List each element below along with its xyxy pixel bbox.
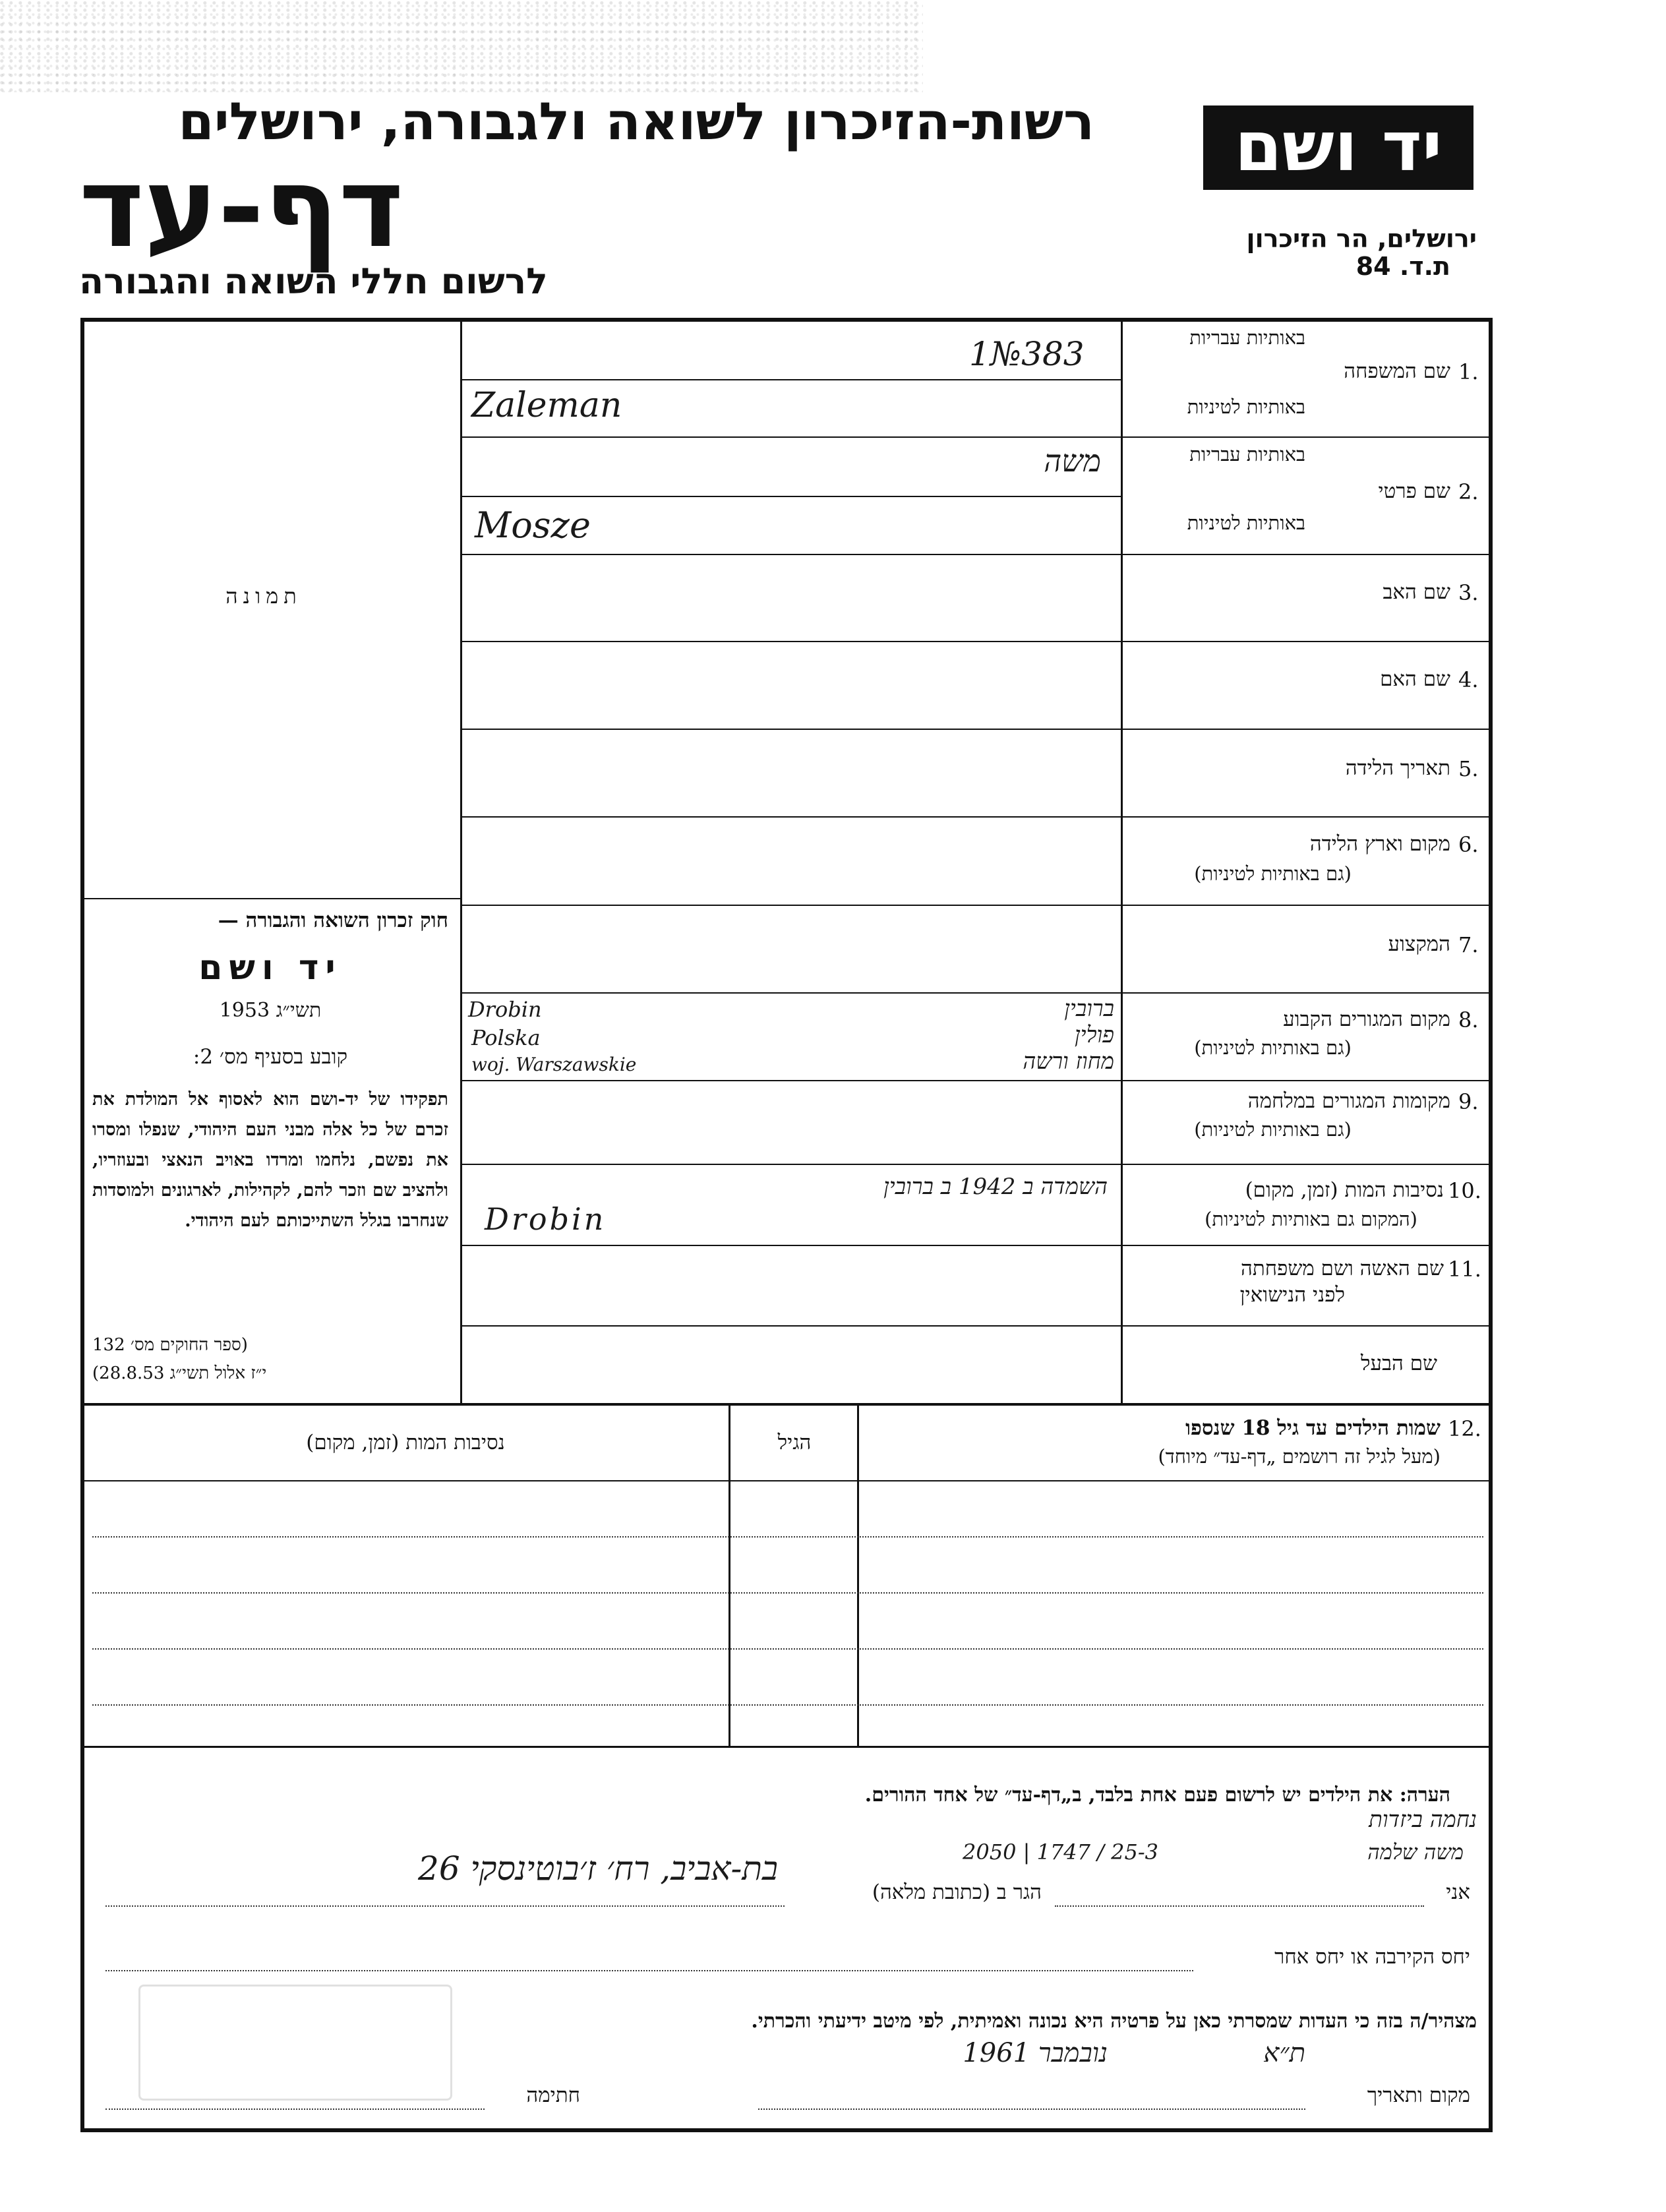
handwritten-place: ת״א [1263, 2038, 1305, 2068]
witness-address: בת-אביב, רח׳ ז׳בוטינסקי 26 [418, 1849, 778, 1888]
field-11-number: 11. [1448, 1257, 1481, 1282]
row-line [460, 496, 1123, 497]
row-line [460, 1080, 1491, 1081]
field-5-label: תאריך הלידה [1345, 756, 1450, 780]
residence-latin-1: Drobin [468, 997, 542, 1022]
children-header-line [80, 1480, 1493, 1481]
row-line [460, 554, 1491, 555]
address-line [105, 1905, 785, 1907]
law-text: תפקידו של יד-ושם הוא לאסוף אל המולדת את זכרם של כל אלה מבני העם היהודי, שנפלו ומסרו את נפשם, נלחמו ומרדו באויב הנאצי ובעוזריו, ולהציב שם וזכר להם, לקהילות, לארגונים ולמוסדות שנחרבו בגלל השתייכותם לעם היהודי. [92, 1089, 448, 1231]
row-line [460, 379, 1123, 380]
photo-label: תמונה [225, 583, 302, 609]
law-title: חוק זכרון השואה והגבורה — [218, 909, 448, 932]
frame-right [1489, 318, 1493, 2132]
row-line [460, 992, 1491, 994]
death-place-latin: Drobin [485, 1201, 607, 1237]
law-reference-1: (ספר החוקים מס׳ 132 [92, 1335, 248, 1355]
residence-latin-3: woj. Warszawskie [471, 1054, 637, 1075]
given-name-latin: Mosze [475, 504, 591, 546]
form-subtitle: לרשום חללי השואה והגבורה [79, 260, 548, 302]
field-8-number: 8. [1458, 1007, 1479, 1032]
field-3-number: 3. [1458, 580, 1479, 605]
field-4-number: 4. [1458, 667, 1479, 692]
field-7-label: המקצוע [1388, 932, 1450, 956]
signature-label: חתימה [526, 2083, 580, 2107]
field-5-number: 5. [1458, 756, 1479, 781]
place-date-label: מקום ותאריך [1367, 2083, 1470, 2107]
given-name-hebrew: משה [1044, 443, 1101, 479]
husband-label: שם הבעל [1361, 1352, 1437, 1375]
row-line [460, 436, 1491, 438]
frame-top [80, 318, 1493, 322]
field-10-label: נסיבות המות (זמן, מקום) [1245, 1178, 1444, 1202]
field-7-number: 7. [1458, 932, 1479, 957]
row-line [460, 641, 1491, 642]
field-9-number: 9. [1458, 1089, 1479, 1114]
place-date-line [758, 2108, 1305, 2110]
law-clause: קובע בסעיף מס׳ 2: [193, 1045, 348, 1069]
field-1-number: 1. [1458, 359, 1479, 384]
label-column-divider [1121, 318, 1123, 1406]
yad-vashem-logo: יד ושם [1203, 105, 1473, 190]
field-2-number: 2. [1458, 479, 1479, 504]
death-circumstances-hebrew: השמדה ב 1942 ב ברובין [883, 1174, 1108, 1200]
row-line [460, 816, 1491, 818]
law-reference-2: י״ז אלול תשי״ג 28.8.53) [92, 1363, 267, 1383]
children-col-death: נסיבות המות (זמן, מקום) [306, 1431, 505, 1454]
faded-stamp [138, 1985, 452, 2101]
row-line [460, 1325, 1491, 1327]
field-1-hebrew-sub: באותיות עבריות [1189, 326, 1305, 349]
witness-numbers: 2050 | 1747 / 25-3 [963, 1839, 1159, 1865]
field-2-label: שם פרטי [1378, 479, 1450, 503]
children-number: 12. [1448, 1416, 1481, 1441]
authority-line: רשות-הזיכרון לשואה ולגבורה, ירושלים [178, 92, 1094, 152]
children-col-age: הגיל [777, 1431, 812, 1454]
field-11-label: שם האשה ושם משפחתה [1241, 1257, 1444, 1280]
photo-column-divider [460, 318, 462, 1406]
residence-hebrew-2: פולין [1075, 1022, 1114, 1048]
witness-name-line [1055, 1905, 1424, 1907]
field-3-label: שם האב [1383, 580, 1450, 604]
field-1-latin-sub: באותיות לטיניות [1187, 396, 1305, 418]
field-11-label-2: לפני הנישואין [1239, 1283, 1345, 1307]
field-6-number: 6. [1458, 832, 1479, 857]
row-line [460, 1164, 1491, 1165]
signature-line [105, 2108, 485, 2110]
children-row-line [92, 1704, 1483, 1706]
row-line [460, 1245, 1491, 1246]
field-10-number: 10. [1448, 1178, 1481, 1203]
handwritten-date: נובמבר 1961 [963, 2038, 1108, 2068]
field-9-label: מקומות המגורים במלחמה [1247, 1089, 1450, 1113]
field-4-label: שם האם [1380, 667, 1450, 691]
form-title: דף-עד [79, 143, 404, 272]
witness-prefix: אני [1446, 1880, 1470, 1904]
frame-bottom [80, 2128, 1493, 2132]
witness-extra: נחמה ביזדות [1369, 1807, 1477, 1833]
record-number: 1№383 [969, 335, 1085, 373]
row-line [460, 905, 1491, 906]
law-year: תשי״ג 1953 [219, 999, 322, 1022]
remark: הערה: את הילדים יש לרשום פעם אחת בלבד, ב„דף-עד״ של אחד ההורים. [864, 1783, 1450, 1807]
field-1-label: שם המשפחה [1344, 359, 1450, 383]
children-row-line [92, 1536, 1483, 1538]
field-2-hebrew-sub: באותיות עבריות [1189, 443, 1305, 465]
field-8-sub: (גם באותיות לטיניות) [1194, 1036, 1352, 1059]
residence-hebrew-1: ברובין [1064, 996, 1114, 1022]
relation-label: יחס הקירבה או יחס אחר [1274, 1945, 1470, 1969]
field-6-sub: (גם באותיות לטיניות) [1194, 862, 1352, 885]
address-line-1: ירושלים, הר הזיכרון [1246, 224, 1477, 253]
address-line-2: ת.ד. 84 [1355, 252, 1450, 281]
witness-name: משה שלמה [1367, 1839, 1464, 1865]
scan-noise [0, 0, 923, 92]
row-line [460, 729, 1491, 730]
residence-latin-2: Polska [471, 1025, 541, 1050]
photo-box-bottom [80, 898, 461, 899]
relation-line [105, 1970, 1193, 1971]
field-9-sub: (גם באותיות לטיניות) [1194, 1118, 1352, 1141]
field-8-label: מקום המגורים הקבוע [1283, 1007, 1450, 1031]
children-row-line [92, 1648, 1483, 1650]
children-col-divider-1 [729, 1404, 730, 1747]
frame-left [80, 318, 84, 2132]
law-name: יד ושם [198, 948, 342, 988]
field-2-latin-sub: באותיות לטיניות [1187, 512, 1305, 534]
family-name-latin: Zaleman [471, 386, 622, 425]
children-row-line [92, 1592, 1483, 1594]
children-title: שמות הילדים עד גיל 18 שנספו [1185, 1416, 1441, 1440]
residence-hebrew-3: מחוז ורשה [1023, 1048, 1114, 1075]
resides-label: הגר ב (כתובת מלאה) [872, 1880, 1042, 1904]
field-10-sub: (המקום גם באותיות לטיניות) [1205, 1208, 1417, 1230]
children-col-divider-2 [857, 1404, 859, 1747]
children-section-bottom [80, 1746, 1493, 1748]
declaration: מצהיר/ה בזה כי העדות שמסרתי כאן על פרטיה היא נכונה ואמיתית, לפי מיטב ידיעתי והכרתי. [751, 2010, 1477, 2033]
field-6-label: מקום וארץ הלידה [1309, 832, 1450, 856]
children-section-top [80, 1403, 1493, 1406]
children-note: (מעל לגיל זה רושמים „דף-עד״ מיוחד) [1158, 1445, 1441, 1468]
